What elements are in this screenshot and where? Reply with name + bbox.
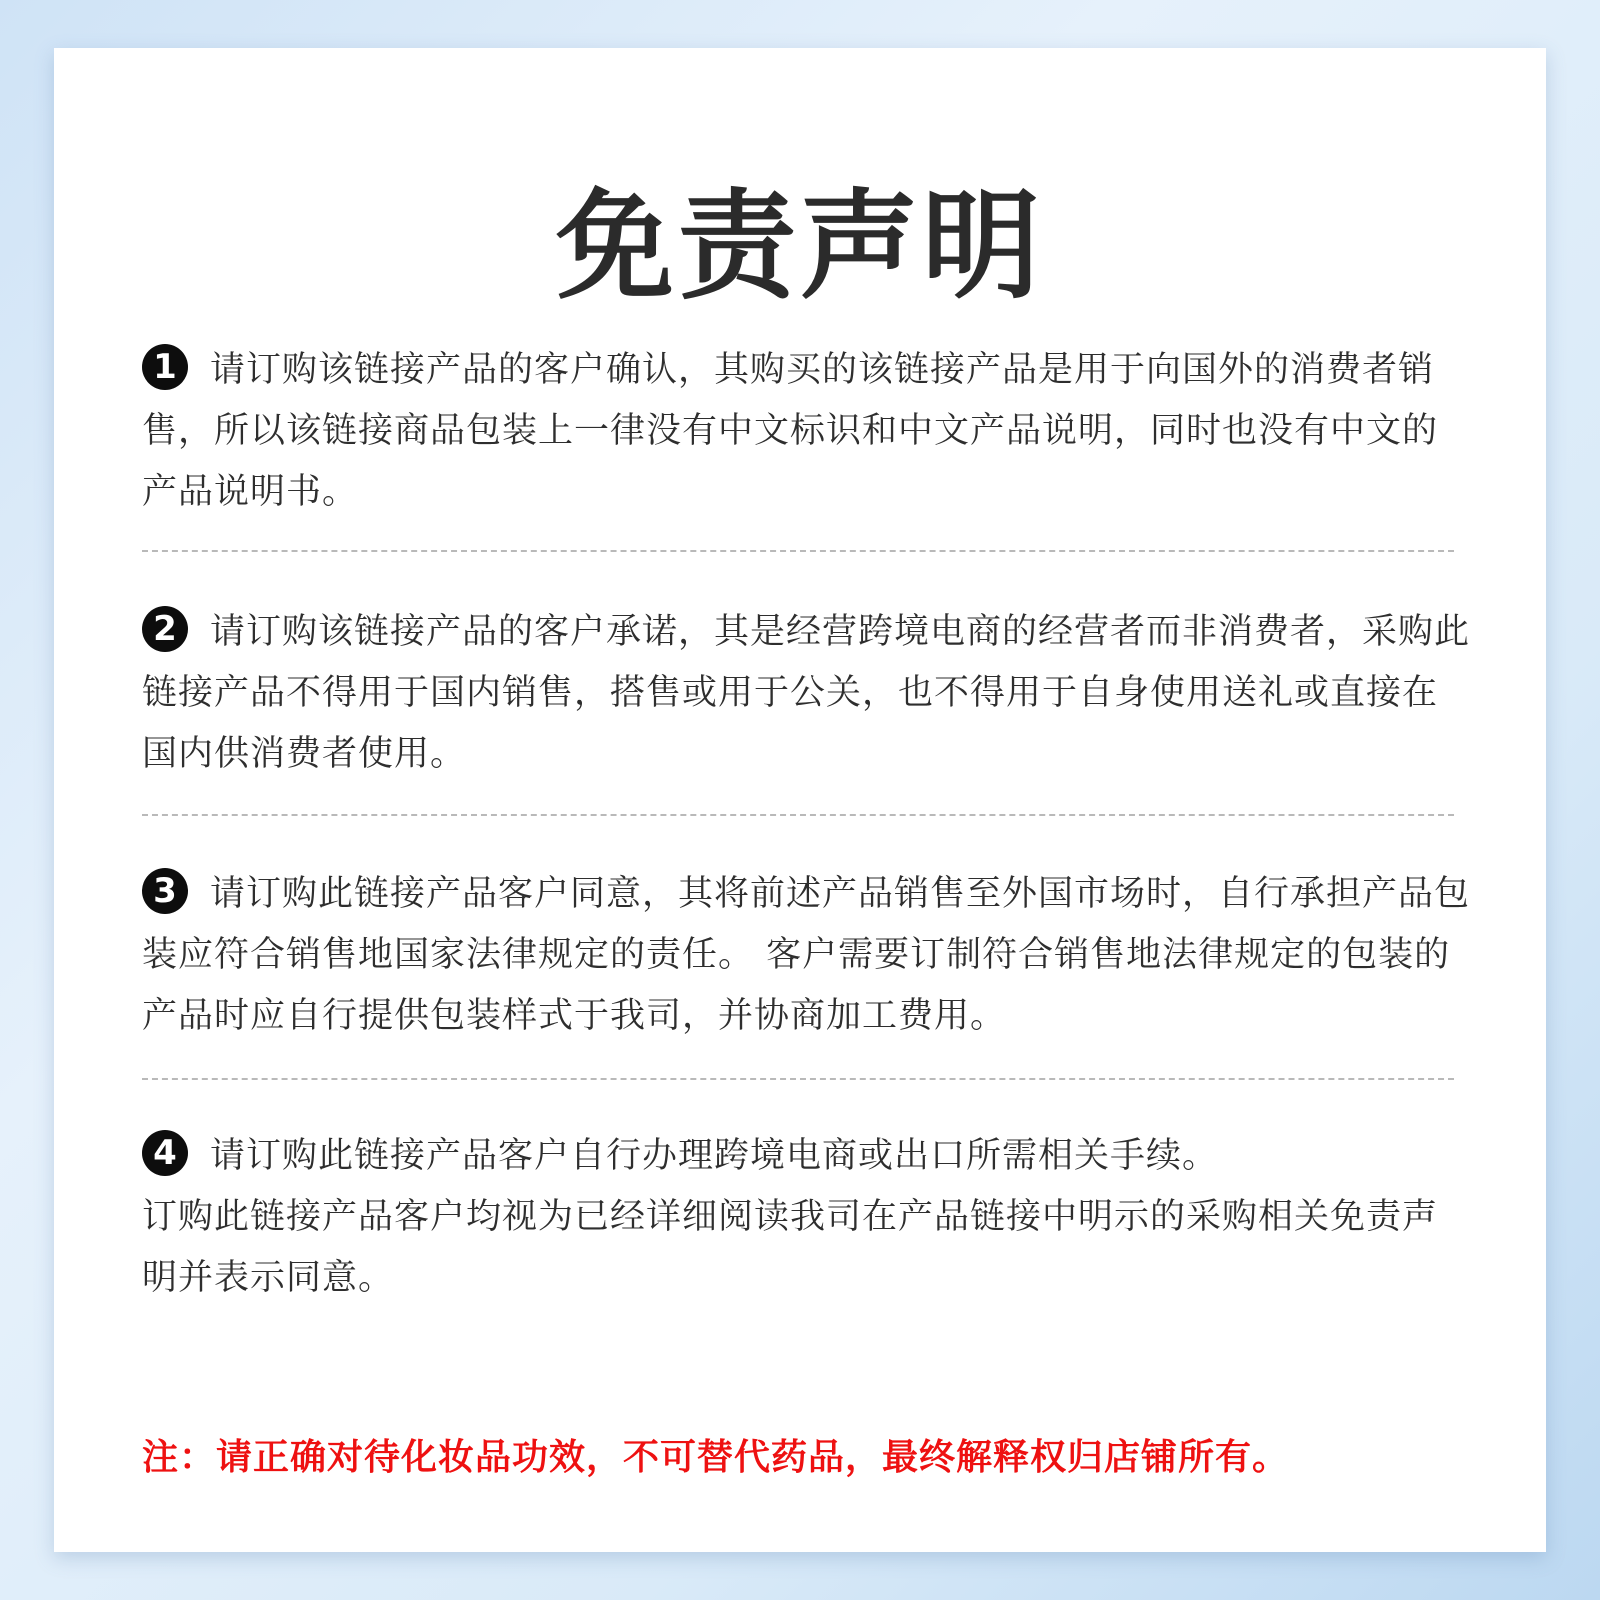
- disclaimer-item-2: [142, 602, 1472, 785]
- number-badge-1: 1: [142, 344, 188, 390]
- dashed-divider: [142, 550, 1454, 552]
- disclaimer-item-4: [142, 1126, 1472, 1309]
- disclaimer-text-3: 请订购此链接产品客户同意，其将前述产品销售至外国市场时，自行承担产品包装应符合销售地国家法律规定的责任。 客户需要订制符合销售地法律规定的包装的产品时应自行提供包装样式于我司，并协商加工费用。: [142, 874, 1471, 1036]
- disclaimer-text-2: 请订购该链接产品的客户承诺，其是经营跨境电商的经营者而非消费者，采购此链接产品不得用于国内销售，搭售或用于公关，也不得用于自身使用送礼或直接在国内供消费者使用。: [142, 612, 1471, 774]
- number-badge-4: 4: [142, 1130, 188, 1176]
- page-title: 免责声明: [555, 177, 1044, 315]
- dashed-divider: [142, 814, 1454, 816]
- disclaimer-line-4: [142, 1126, 1472, 1187]
- disclaimer-item-3: [142, 864, 1472, 1047]
- number-badge-3: 3: [142, 868, 188, 914]
- agreement-text: 订购此链接产品客户均视为已经详细阅读我司在产品链接中明示的采购相关免责声明并表示同意。: [142, 1197, 1439, 1298]
- number-badge-2: 2: [142, 606, 188, 652]
- red-note: 注：请正确对待化妆品功效，不可替代药品，最终解释权归店铺所有。: [142, 1437, 1290, 1478]
- disclaimer-text-4: 请订购此链接产品客户自行办理跨境电商或出口所需相关手续。: [210, 1136, 1219, 1176]
- disclaimer-item-1: [142, 340, 1472, 523]
- disclaimer-card: [54, 48, 1546, 1552]
- dashed-divider: [142, 1078, 1454, 1080]
- disclaimer-text-1: 请订购该链接产品的客户确认，其购买的该链接产品是用于向国外的消费者销售，所以该链接商品包装上一律没有中文标识和中文产品说明，同时也没有中文的产品说明书。: [142, 350, 1439, 512]
